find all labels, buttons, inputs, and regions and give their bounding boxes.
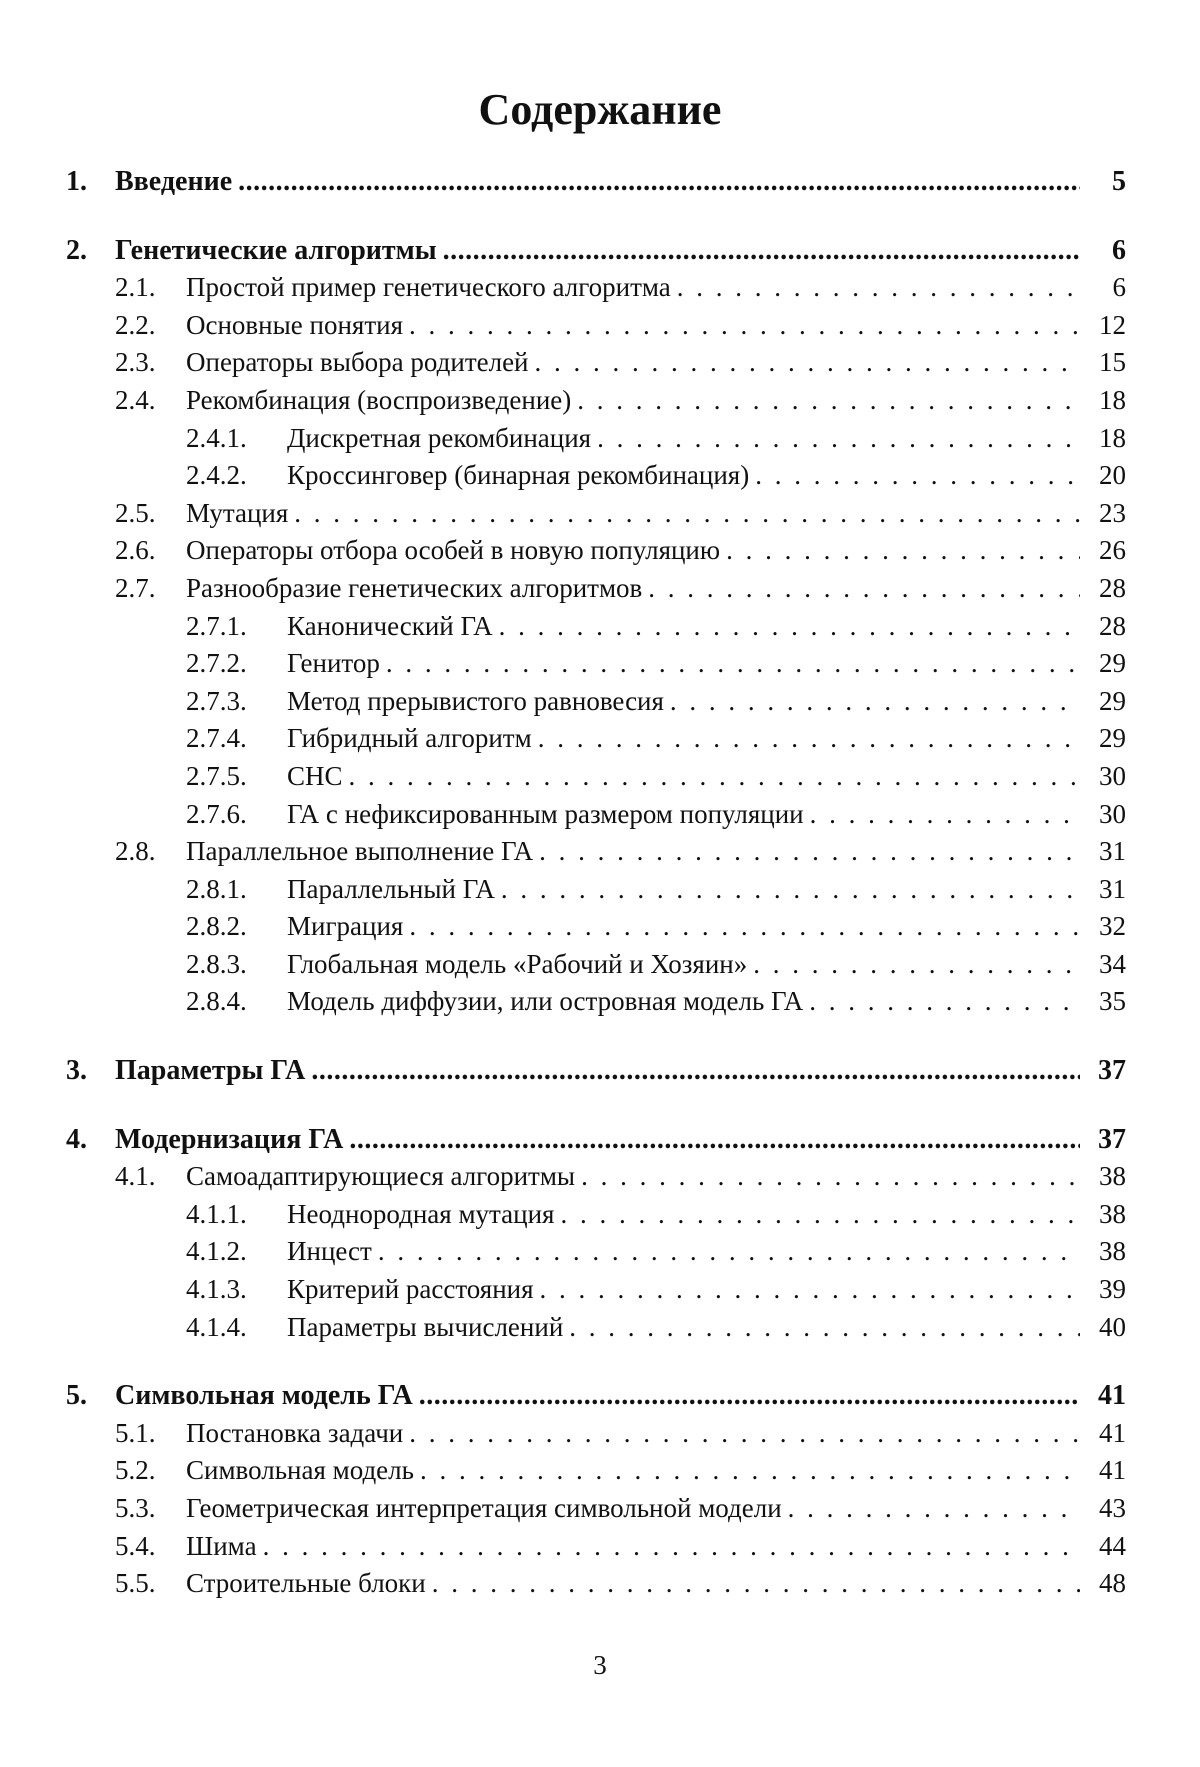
toc-entry-page: 35 [1099,986,1126,1017]
toc-entry-title: Критерий расстояния [287,1274,534,1305]
toc-subsection-entry[interactable] [66,720,1126,758]
dot-leader [597,420,1080,458]
toc-section-entry[interactable] [66,1158,1126,1196]
toc-entry-title: Разнообразие генетических алгоритмов [186,572,643,603]
toc-entry-page: 15 [1099,347,1126,378]
toc-section-entry[interactable] [66,307,1126,345]
toc-entry-title: Модернизация ГА [115,1123,344,1155]
toc-entry-page: 30 [1099,760,1126,791]
toc-subsection-entry[interactable] [66,796,1126,834]
toc-entry-number: 2.8. [115,836,156,867]
toc-entry-number: 4.1. [115,1161,156,1192]
toc-entry-number: 2.3. [115,347,156,378]
dot-leader [499,608,1080,646]
dot-leader [788,1490,1080,1528]
toc-entry-number: 2.1. [115,272,156,303]
toc-entry-number: 2.7.6. [186,798,247,829]
toc-subsection-entry[interactable] [66,420,1126,458]
toc-entry-title: Мутация [186,497,289,528]
toc-chapter-group [66,1052,1126,1090]
toc-entry-number: 1. [66,166,87,197]
toc-subsection-entry[interactable] [66,946,1126,984]
toc-entry-page: 39 [1099,1274,1126,1305]
toc-section-entry[interactable] [66,1452,1126,1490]
toc-entry-title: Основные понятия [186,309,403,340]
dot-leader [294,495,1080,533]
toc-entry-title: Параметры ГА [115,1055,306,1087]
toc-entry-title: Шима [186,1530,257,1561]
toc-entry-page: 38 [1099,1161,1126,1192]
toc-subsection-entry[interactable] [66,457,1126,495]
page-title: Содержание [478,85,722,134]
toc-entry-page: 30 [1099,798,1126,829]
toc-entry-number: 2.8.3. [186,948,247,979]
dot-leader [386,645,1080,683]
toc-chapter-entry[interactable] [66,1121,1126,1159]
toc-entry-number: 4.1.3. [186,1274,247,1305]
toc-entry-title: Параллельное выполнение ГА [186,836,534,867]
toc-entry-title: Геометрическая интерпретация символьной модели [186,1493,782,1523]
toc-entry-number: 2.4.1. [186,422,247,453]
toc-entry-number: 2.7.2. [186,648,247,679]
toc-section-entry[interactable] [66,495,1126,533]
dot-leader [755,457,1080,495]
toc-section-entry[interactable] [66,1490,1126,1528]
toc-entry-page: 6 [1112,234,1126,266]
toc-subsection-entry[interactable] [66,683,1126,721]
toc-entry-page: 41 [1099,1455,1126,1486]
toc-subsection-entry[interactable] [66,1271,1126,1309]
dot-leader [311,1052,1080,1090]
dot-leader [349,758,1080,796]
dot-leader [648,570,1080,608]
dot-leader [581,1158,1080,1196]
toc-entry-page: 23 [1099,497,1126,528]
toc-section-entry[interactable] [66,1415,1126,1453]
dot-leader [726,532,1080,570]
dot-leader [432,1565,1080,1603]
toc-entry-number: 3. [66,1055,87,1087]
dot-leader [378,1233,1080,1271]
toc-entry-number: 5.2. [115,1455,156,1486]
toc-entry-title: Генитор [287,648,380,679]
dot-leader [569,1309,1080,1347]
toc-entry-page: 28 [1099,572,1126,603]
toc-entry-title: Символьная модель [186,1455,414,1486]
toc-entry-title: Постановка задачи [186,1417,404,1448]
toc-entry-page: 18 [1099,384,1126,415]
dot-leader [349,1121,1080,1159]
toc-entry-title: Метод прерывистого равновесия [287,685,664,716]
toc-entry-title: Канонический ГА [287,610,493,641]
toc-entry-number: 2.7. [115,572,156,603]
toc-entry-title: Неоднородная мутация [287,1198,555,1229]
toc-entry-number: 4.1.1. [186,1198,247,1229]
toc-entry-number: 5.1. [115,1417,156,1448]
toc-entry-number: 2.5. [115,497,156,528]
toc-section-entry[interactable] [66,1528,1126,1566]
toc-subsection-entry[interactable] [66,608,1126,646]
toc-entry-title: Операторы выбора родителей [186,347,529,378]
toc-entry-page: 31 [1099,836,1126,867]
dot-leader [538,720,1080,758]
toc-entry-page: 26 [1099,535,1126,566]
toc-entry-page: 20 [1099,460,1126,491]
toc-entry-number: 2.7.3. [186,685,247,716]
toc-entry-page: 5 [1112,166,1126,197]
toc-entry-title: Параметры вычислений [287,1311,564,1342]
toc-entry-title: Инцест [287,1236,372,1267]
toc-entry-title: Введение [115,166,233,197]
toc-entry-title: Символьная модель ГА [115,1380,413,1412]
toc-entry-title: Рекомбинация (воспроизведение) [186,384,572,415]
toc-section-entry[interactable] [66,382,1126,420]
dot-leader [677,269,1080,307]
dot-leader [238,163,1080,201]
toc-entry-page: 29 [1099,723,1126,754]
toc-subsection-entry[interactable] [66,1309,1126,1347]
dot-leader [443,232,1080,270]
toc-entry-title: CHC [287,760,343,791]
dot-leader [263,1528,1080,1566]
toc-entry-page: 31 [1099,873,1126,904]
dot-leader [535,344,1080,382]
page-number: 3 [593,1650,607,1680]
toc-entry-page: 41 [1099,1417,1126,1448]
toc-chapter-entry[interactable] [66,1377,1126,1415]
toc-entry-title: Самоадаптирующиеся алгоритмы [186,1161,576,1192]
toc-entry-page: 40 [1099,1311,1126,1342]
toc-entry-page: 6 [1112,272,1126,303]
toc-chapter-group [66,1377,1126,1603]
toc-entry-page: 37 [1098,1055,1126,1087]
dot-leader [809,983,1080,1021]
toc-entry-page: 43 [1099,1493,1126,1523]
table-of-contents [66,163,1126,1603]
toc-entry-number: 2.6. [115,535,156,566]
toc-chapter-entry[interactable] [66,1052,1126,1090]
toc-entry-page: 34 [1099,948,1126,979]
toc-entry-title: Строительные блоки [186,1568,426,1599]
toc-section-entry[interactable] [66,532,1126,570]
toc-chapter-group [66,232,1126,1021]
toc-entry-page: 41 [1098,1380,1126,1412]
toc-entry-page: 29 [1099,685,1126,716]
toc-subsection-entry[interactable] [66,1233,1126,1271]
toc-entry-title: Простой пример генетического алгоритма [186,272,671,303]
toc-entry-page: 29 [1099,648,1126,679]
toc-entry-title: Гибридный алгоритм [287,723,532,754]
toc-entry-title: Модель диффузии, или островная модель ГА [287,986,804,1017]
toc-entry-number: 2.2. [115,309,156,340]
toc-entry-number: 4.1.4. [186,1311,247,1342]
dot-leader [420,1452,1080,1490]
toc-entry-page: 12 [1099,309,1126,340]
toc-entry-number: 5. [66,1380,87,1412]
dot-leader [810,796,1080,834]
toc-subsection-entry[interactable] [66,758,1126,796]
toc-entry-number: 5.5. [115,1568,156,1599]
toc-entry-title: Параллельный ГА [287,873,495,904]
dot-leader [753,946,1080,984]
toc-entry-page: 48 [1099,1568,1126,1599]
toc-entry-number: 5.3. [115,1493,156,1523]
toc-entry-number: 2.8.1. [186,873,247,904]
toc-entry-page: 37 [1098,1123,1126,1155]
dot-leader [539,833,1080,871]
toc-entry-title: ГА с нефиксированным размером популяции [287,798,804,829]
toc-entry-number: 2.8.4. [186,986,247,1017]
toc-entry-page: 18 [1099,422,1126,453]
toc-subsection-entry[interactable] [66,645,1126,683]
toc-entry-title: Миграция [287,911,404,942]
toc-entry-number: 2.4. [115,384,156,415]
toc-entry-title: Дискретная рекомбинация [287,422,592,453]
toc-section-entry[interactable] [66,833,1126,871]
dot-leader [560,1196,1080,1234]
toc-entry-number: 2. [66,234,87,266]
toc-entry-title: Операторы отбора особей в новую популяцию [186,535,721,566]
toc-entry-title: Глобальная модель «Рабочий и Хозяин» [287,948,748,979]
toc-subsection-entry[interactable] [66,871,1126,909]
toc-chapter-entry[interactable] [66,232,1126,270]
toc-entry-page: 38 [1099,1236,1126,1267]
toc-entry-number: 2.8.2. [186,911,247,942]
toc-entry-title: Кроссинговер (бинарная рекомбинация) [287,460,750,491]
toc-subsection-entry[interactable] [66,908,1126,946]
toc-entry-page: 44 [1099,1530,1126,1561]
toc-entry-number: 4. [66,1123,87,1155]
toc-entry-number: 2.7.5. [186,760,247,791]
toc-entry-page: 32 [1099,911,1126,942]
toc-section-entry[interactable] [66,269,1126,307]
toc-chapter-group [66,163,1126,201]
toc-entry-title: Генетические алгоритмы [115,234,437,266]
dot-leader [670,683,1080,721]
toc-chapter-entry[interactable] [66,163,1126,201]
toc-entry-page: 38 [1099,1198,1126,1229]
dot-leader [577,382,1080,420]
dot-leader [409,307,1080,345]
toc-section-entry[interactable] [66,570,1126,608]
toc-section-entry[interactable] [66,344,1126,382]
toc-entry-number: 4.1.2. [186,1236,247,1267]
toc-entry-number: 5.4. [115,1530,156,1561]
dot-leader [540,1271,1080,1309]
toc-entry-page: 28 [1099,610,1126,641]
toc-entry-number: 2.4.2. [186,460,247,491]
dot-leader [501,871,1080,909]
toc-subsection-entry[interactable] [66,983,1126,1021]
dot-leader [409,908,1080,946]
toc-section-entry[interactable] [66,1565,1126,1603]
toc-chapter-group [66,1121,1126,1347]
toc-entry-number: 2.7.1. [186,610,247,641]
toc-subsection-entry[interactable] [66,1196,1126,1234]
toc-entry-number: 2.7.4. [186,723,247,754]
dot-leader [419,1377,1080,1415]
dot-leader [409,1415,1080,1453]
